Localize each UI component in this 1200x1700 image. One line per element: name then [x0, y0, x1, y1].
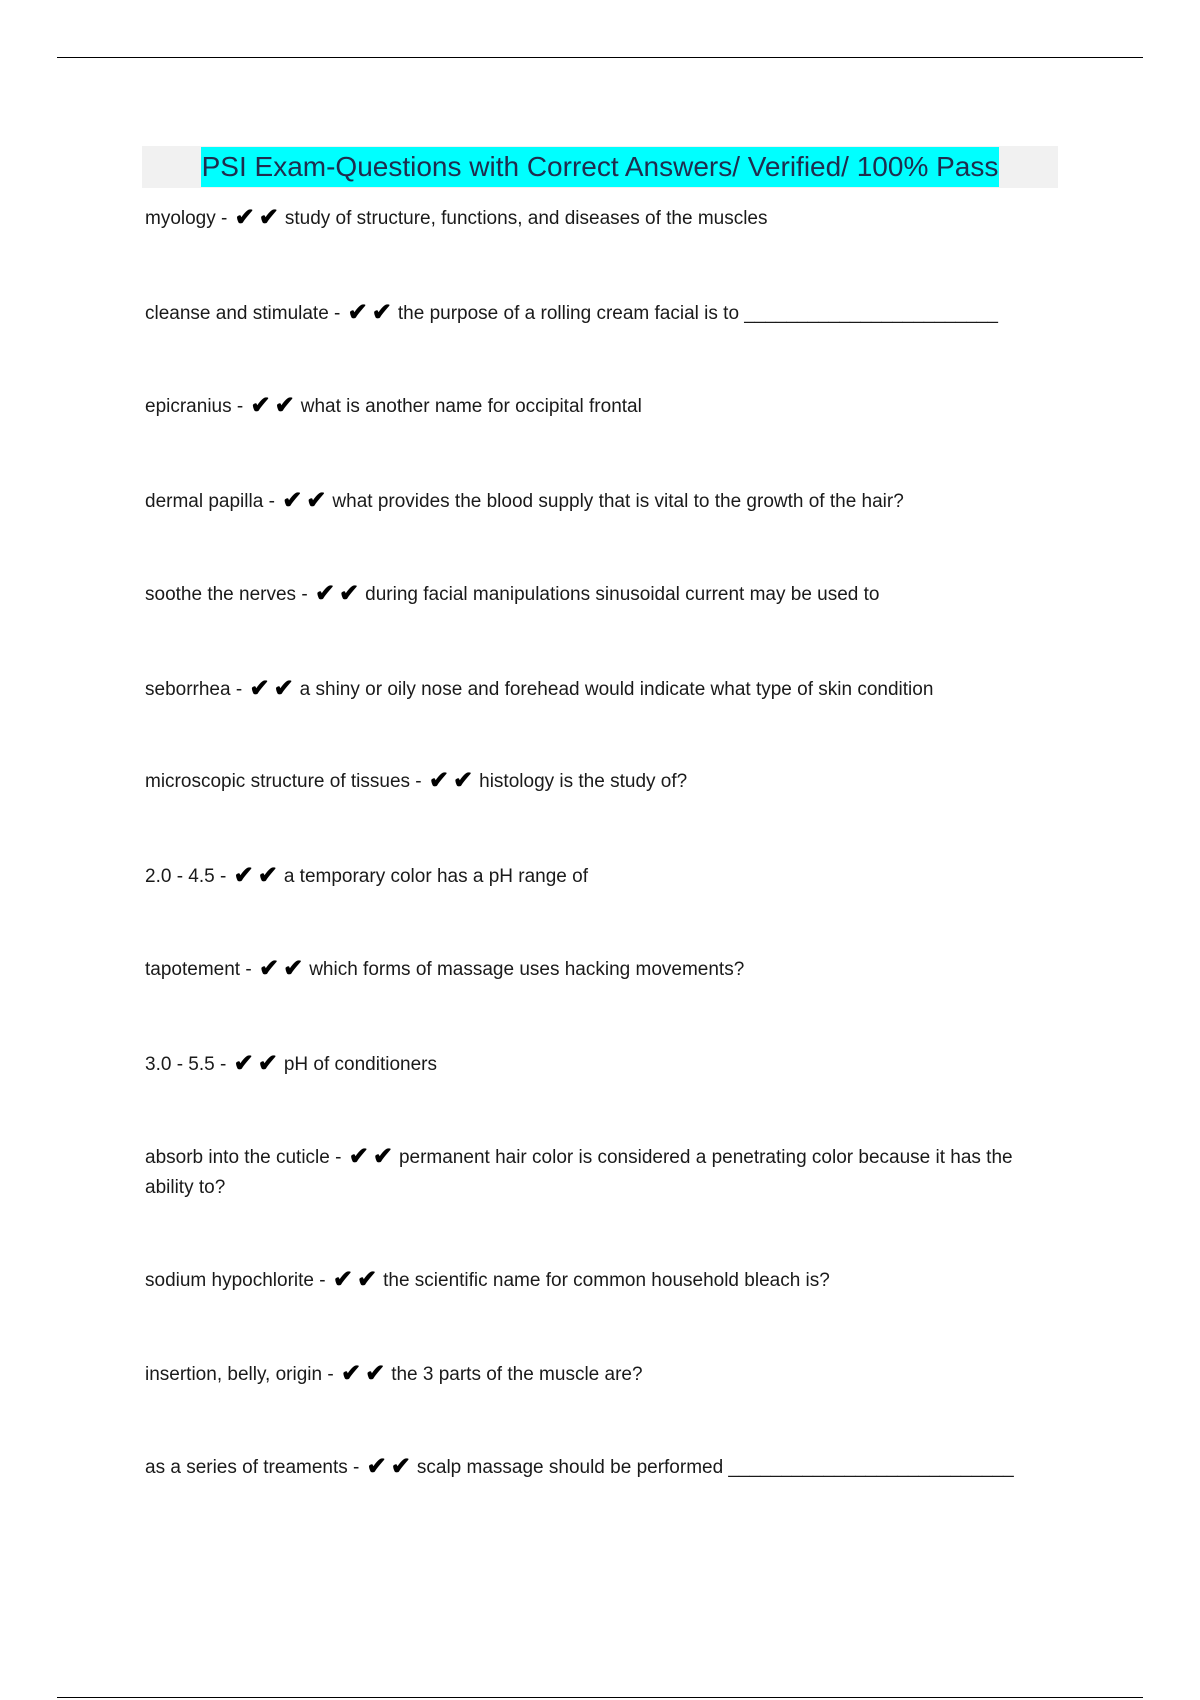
- qa-entry: [145, 204, 1055, 234]
- double-check-icon: ✔✔: [366, 1453, 415, 1480]
- double-check-icon: ✔✔: [249, 675, 298, 702]
- question-text: which forms of massage uses hacking movements?: [309, 959, 745, 980]
- question-text: what is another name for occipital frontal: [300, 396, 642, 417]
- answer-text: dermal papilla: [145, 491, 264, 512]
- qa-entry: [145, 862, 1055, 892]
- answer-text: cleanse and stimulate: [145, 303, 329, 324]
- double-check-icon: ✔✔: [347, 299, 396, 326]
- qa-entry: [145, 487, 1055, 517]
- double-check-icon: ✔✔: [282, 487, 331, 514]
- header-rule: [57, 57, 1143, 58]
- qa-entry: [145, 955, 1055, 985]
- answer-text: soothe the nerves: [145, 584, 297, 605]
- question-text: a temporary color has a pH range of: [283, 866, 588, 887]
- question-text: during facial manipulations sinusoidal current may be used to: [365, 584, 880, 605]
- separator: -: [263, 491, 281, 512]
- qa-entry: [145, 1266, 1055, 1296]
- question-text: histology is the study of?: [479, 771, 688, 792]
- double-check-icon: ✔✔: [258, 955, 308, 982]
- separator: -: [230, 679, 248, 700]
- question-text: a shiny or oily nose and forehead would indicate what type of skin condition: [299, 679, 934, 700]
- question-text: study of structure, functions, and diseases of the muscles: [284, 208, 768, 229]
- answer-text: absorb into the cuticle: [145, 1147, 330, 1168]
- separator: -: [410, 771, 427, 792]
- title-band: [142, 146, 1058, 188]
- qa-entry: [145, 1143, 1055, 1203]
- double-check-icon: ✔✔: [428, 767, 478, 794]
- double-check-icon: ✔✔: [233, 862, 282, 889]
- answer-text: microscopic structure of tissues: [145, 771, 411, 792]
- answer-text: sodium hypochlorite: [145, 1270, 314, 1291]
- question-text: the purpose of a rolling cream facial is to ________________________: [397, 303, 998, 324]
- separator: -: [329, 1147, 347, 1168]
- double-check-icon: ✔✔: [348, 1143, 397, 1170]
- separator: -: [214, 1054, 232, 1075]
- double-check-icon: ✔✔: [332, 1266, 382, 1293]
- separator: -: [215, 208, 233, 229]
- answer-text: tapotement: [145, 959, 241, 980]
- question-text: scalp massage should be performed ___________________________: [416, 1457, 1014, 1478]
- question-text: pH of conditioners: [283, 1054, 437, 1075]
- answer-text: 3.0 - 5.5: [145, 1054, 215, 1075]
- qa-entry: [145, 675, 1055, 705]
- separator: -: [240, 959, 257, 980]
- answer-text: insertion, belly, origin: [145, 1364, 323, 1385]
- double-check-icon: ✔✔: [314, 580, 364, 607]
- double-check-icon: ✔✔: [233, 1050, 282, 1077]
- separator: -: [313, 1270, 331, 1291]
- separator: -: [347, 1457, 365, 1478]
- question-text: what provides the blood supply that is vital to the growth of the hair?: [332, 491, 904, 512]
- separator: -: [231, 396, 249, 417]
- answer-text: myology: [145, 208, 216, 229]
- footer-rule: [57, 1697, 1143, 1698]
- answer-text: epicranius: [145, 396, 232, 417]
- question-text: the 3 parts of the muscle are?: [391, 1364, 643, 1385]
- qa-entry: [145, 392, 1055, 422]
- qa-entry: [145, 299, 1055, 329]
- answer-text: 2.0 - 4.5: [145, 866, 215, 887]
- qa-entry: [145, 1453, 1055, 1483]
- double-check-icon: ✔✔: [234, 204, 283, 231]
- double-check-icon: ✔✔: [340, 1360, 390, 1387]
- answer-text: as a series of treaments: [145, 1457, 348, 1478]
- separator: -: [214, 866, 232, 887]
- double-check-icon: ✔✔: [250, 392, 299, 419]
- separator: -: [328, 303, 346, 324]
- question-text: the scientific name for common household bleach is?: [383, 1270, 830, 1291]
- separator: -: [296, 584, 313, 605]
- document-title: PSI Exam-Questions with Correct Answers/ Verified/ 100% Pass: [201, 147, 1000, 187]
- answer-text: seborrhea: [145, 679, 231, 700]
- qa-entry: [145, 767, 1055, 797]
- qa-entry: [145, 580, 1055, 610]
- separator: -: [322, 1364, 339, 1385]
- qa-entry: [145, 1360, 1055, 1390]
- qa-entry: [145, 1050, 1055, 1080]
- question-text: permanent hair color is considered a penetrating color because it has the ability to?: [145, 1147, 1013, 1198]
